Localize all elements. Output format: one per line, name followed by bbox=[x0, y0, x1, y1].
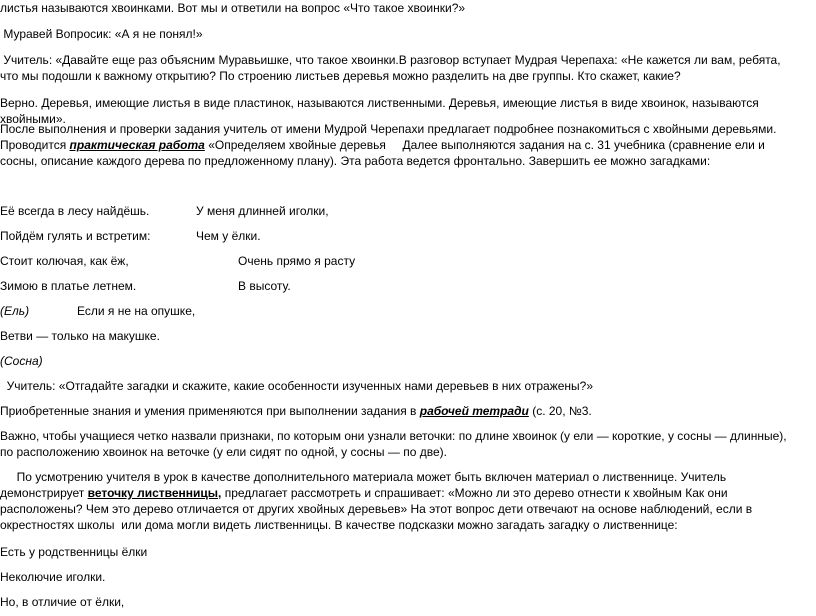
larch-riddle-line-1: Есть у родственницы ёлки bbox=[0, 545, 148, 559]
riddle-col2-line-2: Чем у ёлки. bbox=[196, 229, 261, 243]
riddle-col2-line-1: У меня длинней иголки, bbox=[196, 204, 329, 218]
paragraph-workbook bbox=[0, 403, 592, 419]
workbook-emphasis: рабочей тетради bbox=[419, 404, 529, 418]
riddle-line-3: Стоит колючая, как ёж, bbox=[0, 254, 129, 268]
paragraph-teacher-riddles: Учитель: «Отгадайте загадки и скажите, какие особенности изученных нами деревьев в них отражены?» bbox=[0, 379, 594, 393]
riddle-pine-line-1: Если я не на опушке, bbox=[77, 304, 196, 318]
workbook-text-end: (с. 20, №3. bbox=[528, 404, 592, 418]
paragraph-tree-groups: Верно. Деревья, имеющие листья в виде пластинок, называются лиственными. Деревья, имеющие листья в виде хвоинок, называются хвойными». bbox=[0, 96, 759, 126]
larch-riddle-line-2: Неколючие иголки. bbox=[0, 570, 106, 584]
riddle-pine-line-2: Ветви — только на макушке. bbox=[0, 329, 160, 343]
workbook-text-start: Приобретенные знания и умения применяются при выполнении задания в bbox=[0, 404, 420, 418]
riddle-answer-pine: (Сосна) bbox=[0, 354, 43, 368]
practical-work-text-start: После выполнения и проверки задания учитель от имени Мудрой Черепахи предлагает подробнее познакомиться с хвойными деревьями. Проводится bbox=[0, 122, 780, 152]
practical-work-emphasis: практическая работа bbox=[69, 138, 205, 152]
paragraph-practical-work bbox=[0, 121, 800, 169]
larch-text-end: предлагает рассмотреть и спрашивает: «Можно ли это дерево отнести к хвойным Как они расположены? Чем это дерево отличается от других хвойных деревьев» На этот вопрос дети отвечают на основе наблюдений, если в окрестностях школы или дома могли видеть лиственницы. В качестве подсказки можно загадать загадку о лиственнице: bbox=[0, 486, 756, 532]
larch-riddle-line-3: Но, в отличие от ёлки, bbox=[0, 595, 125, 609]
paragraph-ant-question: Муравей Вопросик: «А я не понял!» bbox=[0, 27, 203, 41]
larch-text-start: По усмотрению учителя в урок в качестве дополнительного материала может быть включен материал о лиственнице. Учитель демонстрирует bbox=[0, 470, 730, 500]
riddle-line-2: Пойдём гулять и встретим: bbox=[0, 229, 151, 243]
riddle-answer-spruce: (Ель) bbox=[0, 304, 30, 318]
riddle-line-1: Её всегда в лесу найдёшь. bbox=[0, 204, 150, 218]
riddle-col2-line-3: Очень прямо я расту bbox=[238, 254, 356, 268]
paragraph-larch bbox=[0, 469, 800, 533]
riddle-col2-line-4: В высоту. bbox=[238, 279, 291, 293]
paragraph-important-signs: Важно, чтобы учащиеся четко назвали признаки, по которым они узнали веточки: по длине хвоинок (у ели — короткие, у сосны — длинные), по расположению хвоинок на веточке (у ели сидят по одной, у сосны — по две). bbox=[0, 429, 787, 459]
paragraph-needles-answer: листья называются хвоинками. Вот мы и ответили на вопрос «Что такое хвоинки?» bbox=[0, 1, 466, 15]
paragraph-teacher-explains: Учитель: «Давайте еще раз объясним Муравьишке, что такое хвоинки.В разговор вступает Мудрая Черепаха: «Не кажется ли вам, ребята, что мы подошли к важному открытию? По строению листьев деревья можно разделить на две группы. Кто скажет, какие? bbox=[0, 53, 784, 83]
practical-work-text-end: «Определяем хвойные деревья Далее выполняются задания на с. 31 учебника (сравнение ели и сосны, описание каждого дерева по предложенному плану). Эта работа ведется фронтально. Завершить ее можно загадками: bbox=[0, 138, 769, 168]
larch-emphasis: веточку лиственницы, bbox=[87, 486, 222, 500]
riddle-line-4: Зимою в платье летнем. bbox=[0, 279, 137, 293]
